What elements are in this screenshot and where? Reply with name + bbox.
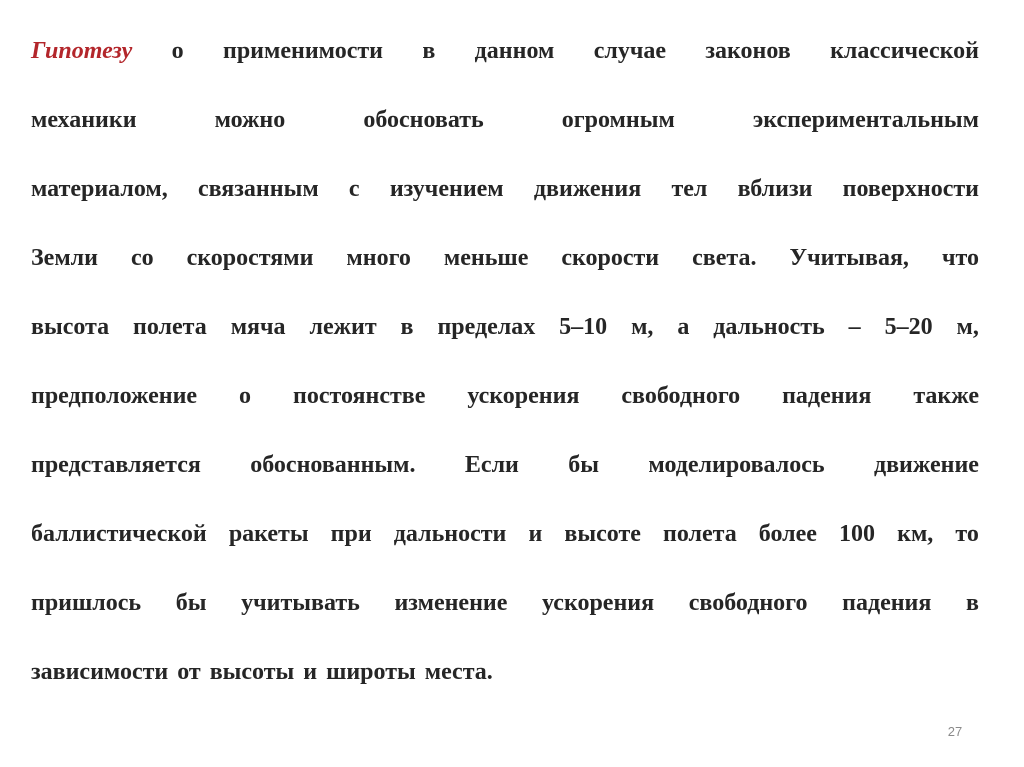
word: свободного [688,590,808,616]
word: полета [662,521,737,547]
word: учитывать [241,590,360,616]
word: с [348,176,360,202]
word: меньше [443,245,529,271]
word: мяча [230,314,286,340]
word: скоростями [186,245,314,271]
word: 5–10 [559,314,608,340]
highlighted-term: Гипотезу [31,38,133,64]
text-line [31,106,979,134]
word: ускорения [467,383,580,409]
text-line [31,244,979,272]
word: Учитывая, [789,245,909,271]
word: изучением [389,176,504,202]
word: материалом, [31,176,168,202]
word: предположение [31,383,198,409]
word: много [346,245,411,271]
word: и [303,659,318,685]
word: свободного [621,383,741,409]
word: можно [214,107,286,133]
word: света. [692,245,757,271]
word: Если [464,452,519,478]
word: лежит [309,314,377,340]
word: движения [533,176,642,202]
word: баллистической [31,521,207,547]
word: м, [631,314,654,340]
word: полета [133,314,207,340]
word: обосновать [363,107,484,133]
word: применимости [223,38,383,64]
word: дальность [713,314,825,340]
text-line [31,451,979,479]
word: что [941,245,979,271]
text-line [31,520,979,548]
word: движение [873,452,979,478]
word: в [422,38,436,64]
word: и [528,521,543,547]
word: широты [326,659,416,685]
word: места. [424,659,493,685]
word: также [913,383,979,409]
text-line [31,313,979,341]
word: высоте [564,521,641,547]
word: о [239,383,252,409]
word: 5–20 [884,314,933,340]
word: постоянстве [293,383,426,409]
word: обоснованным. [250,452,416,478]
word: вблизи [737,176,813,202]
word: механики [31,107,137,133]
word: законов [705,38,791,64]
word: в [966,590,979,616]
word: бы [568,452,600,478]
word: пределах [437,314,536,340]
word: экспериментальным [752,107,979,133]
text-line [31,37,979,65]
word: тел [671,176,708,202]
page-number: 27 [947,724,963,739]
word: связанным [198,176,319,202]
word: случае [593,38,667,64]
word: классической [830,38,979,64]
word: падения [782,383,872,409]
text-line [31,382,979,410]
word: 100 [839,521,876,547]
word: пришлось [31,590,142,616]
word: зависимости [31,659,169,685]
word: огромным [561,107,675,133]
word: высоты [209,659,295,685]
text-line [31,589,979,617]
word: изменение [394,590,508,616]
word: скорости [561,245,660,271]
text-line [31,658,979,686]
word: бы [175,590,207,616]
word: высота [31,314,110,340]
word: а [677,314,690,340]
word: м, [956,314,979,340]
word: – [848,314,861,340]
word: падения [842,590,932,616]
word: дальности [393,521,507,547]
text-line [31,175,979,203]
word: моделировалось [648,452,825,478]
word: ускорения [542,590,655,616]
word: со [130,245,154,271]
word: Земли [31,245,98,271]
word: при [330,521,372,547]
word: о [171,38,184,64]
word: поверхности [842,176,979,202]
word: ракеты [228,521,309,547]
word: данном [474,38,555,64]
word: более [758,521,817,547]
word: представляется [31,452,201,478]
word: от [177,659,201,685]
word: км, [897,521,934,547]
word: то [955,521,979,547]
word: в [400,314,414,340]
